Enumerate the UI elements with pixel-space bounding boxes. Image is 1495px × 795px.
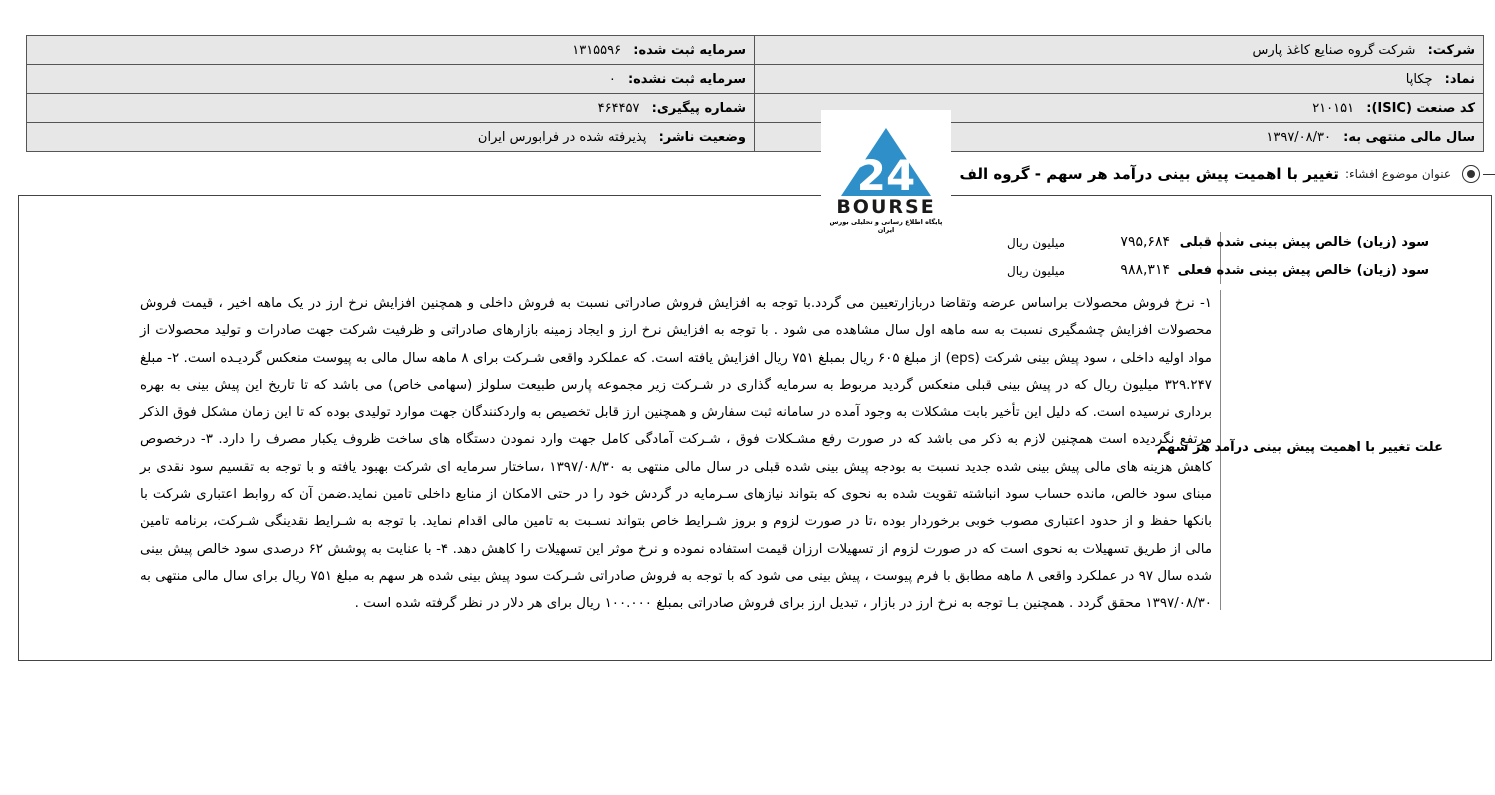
unregistered-capital-cell — [27, 65, 755, 94]
fiscal-year-value: ۱۳۹۷/۰۸/۳۰ — [1266, 129, 1331, 145]
previous-forecast-unit: میلیون ریال — [1007, 236, 1065, 250]
logo-brand-text: BOURSE — [836, 196, 936, 218]
registered-capital-value: ۱۳۱۵۵۹۶ — [572, 42, 622, 58]
company-value: شرکت گروه صنایع کاغذ پارس — [1252, 42, 1416, 58]
svg-text:24: 24 — [856, 151, 916, 200]
company-info-table — [26, 35, 1484, 152]
reason-body-text: ۱- نرخ فروش محصولات براساس عرضه وتقاضا دربازارتعیین می گردد.با توجه به افزایش فروش صادراتی نسبت به فروش داخلی و همچنین افزایش نرخ ارز در یک ماهه اخیر ، قیمت فروش محصولات افزایش چشمگیری نسبت به سه ماهه اول سال مشاهده می شود . با توجه به افزایش نرخ ارز و ایجاد زمینه بازارهای صادراتی و ظرفیت شرکت جهت صادرات و تولید محصولات از مواد اولیه داخلی ، سود پیش بینی شرکت (eps) از مبلغ ۶۰۵ ریال بمبلغ ۷۵۱ ریال افزایش یافته است. که عملکرد واقعی شـرکت برای ۸ ماهه سال مالی به پیوست منعکس گردیـده است. ۲- مبلغ ۳۲۹.۲۴۷ میلیون ریال که در پیش بینی قبلی منعکس گردید مربوط به سرمایه گذاری در شـرکت زیر مجموعه پارس طبیعت سلولز (سهامی خاص) می باشد که تا تاریخ این پیش بینی به بهره برداری نرسیده است. که دلیل این تأخیر بابت مشکلات به وجود آمده در سامانه ثبت سفارش و همچنین ارز قابل تخصیص به واردکنندگان جهت موارد تولیدی بوده که تا این زمان مشکل فوق الذکر مرتفع نگردیده است همچنین لازم به ذکر می باشد که در صورت رفع مشـکلات فوق ، شـرکت آمادگی کامل جهت وارد نمودن دستگاه های ساخت ظروف یکبار مصرف را دارد. ۳- درخصوص کاهش هزینه های مالی پیش بینی شده جدید نسبت به بودجه پیش بینی شده قبلی در سال مالی منتهی به ۱۳۹۷/۰۸/۳۰ ،ساختار سرمایه ای شرکت بهبود یافته و با توجه به تقسیم سود نقدی بر مبنای سود خالص، مانده حساب سود انباشته تقویت شده به نحوی که بتواند نیازهای سـرمایه در گردش خود را در حتی الامکان از منابع داخلی تامین نماید.ضمن آن که روابط اعتباری شرکت با بانکها حفظ و از حدود اعتباری مصوب خوبی برخوردار بوده ،تا در صورت لزوم و بروز شـرایط خاص بتواند نسـبت به تامین مالی اقدام نماید. با توجه به شـرایط نقدینگی شـرکت، برنامه تامین مالی از طریق تسهیلات به نحوی است که در صورت لزوم از تسهیلات ارزان قیمت استفاده نموده و نرخ موثر این تسهیلات را کاهش دهد. ۴- با عنایت به پوشش ۶۲ درصدی سود خالص پیش بینی شده سال ۹۷ در عملکرد واقعی ۸ ماهه مطابق با فرم پیوست ، پیش بینی می شود که با توجه به فروش صادراتی شـرکت سود پیش بینی شده هر سهم به مبلغ ۷۵۱ ریال برای سال مالی منتهی به ۱۳۹۷/۰۸/۳۰ محقق گردد . همچنین بـا توجه به نرخ ارز در بازار ، تبدیل ارز برای فروش صادراتی بمبلغ ۱۰۰.۰۰۰ ریال برای هر دلار در نظر گرفته شده است . — [140, 296, 1213, 612]
current-forecast-value: ۹۸۸,۳۱۴ — [1120, 262, 1170, 278]
tracking-value: ۴۶۴۴۵۷ — [597, 100, 640, 116]
disclosure-subject-title: تغییر با اهمیت پیش بینی درآمد هر سهم - گروه الف — [959, 165, 1339, 183]
isic-value: ۲۱۰۱۵۱ — [1312, 100, 1355, 116]
symbol-label: نماد: — [1444, 71, 1475, 87]
publisher-status-cell — [27, 123, 755, 152]
logo-triangle-icon — [821, 110, 951, 200]
info-row-isic — [27, 94, 1484, 123]
info-row-symbol — [27, 65, 1484, 94]
publisher-status-value: پذیرفته شده در فرابورس ایران — [477, 129, 647, 145]
registered-capital-label: سرمایه ثبت شده: — [633, 42, 746, 58]
info-row-fiscal — [27, 123, 1484, 152]
unregistered-capital-label: سرمایه ثبت نشده: — [627, 71, 746, 87]
tracking-cell — [27, 94, 755, 123]
bourse24-logo — [821, 110, 951, 234]
company-label: شرکت: — [1427, 42, 1475, 58]
info-row-company — [27, 36, 1484, 65]
reason-label: علت تغییر با اهمیت پیش بینی درآمد هر سهم — [1156, 440, 1443, 455]
previous-forecast-label: سود (زیان) خالص پیش بینی شده قبلی — [1179, 235, 1429, 250]
symbol-value: چکاپا — [1405, 71, 1433, 87]
isic-label: کد صنعت (ISIC): — [1366, 100, 1475, 116]
company-cell — [755, 36, 1484, 65]
unregistered-capital-value: ۰ — [608, 71, 616, 87]
registered-capital-cell — [27, 36, 755, 65]
tracking-label: شماره پیگیری: — [651, 100, 746, 116]
target-bullet-icon — [1459, 162, 1483, 186]
fiscal-year-label: سال مالی منتهی به: — [1343, 129, 1475, 145]
current-forecast-unit: میلیون ریال — [1007, 264, 1065, 278]
logo-tagline: پایگاه اطلاع رسانی و تحلیلی بورس ایران — [829, 218, 943, 234]
previous-forecast-value: ۷۹۵,۶۸۴ — [1120, 234, 1170, 250]
disclosure-title-row — [13, 158, 1483, 190]
publisher-status-label: وضعیت ناشر: — [658, 129, 746, 145]
current-forecast-label: سود (زیان) خالص پیش بینی شده فعلی — [1177, 263, 1429, 278]
disclosure-subject-label: عنوان موضوع افشاء: — [1344, 167, 1451, 181]
symbol-cell — [755, 65, 1484, 94]
